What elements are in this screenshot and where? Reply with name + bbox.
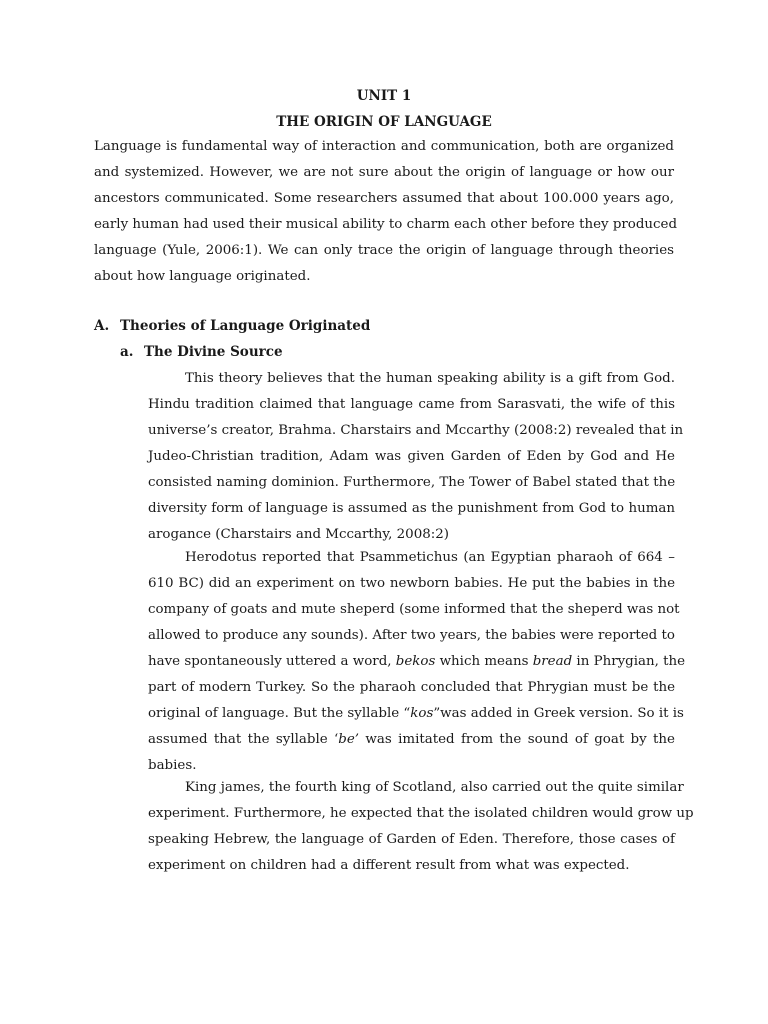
- intro-paragraph: [94, 134, 678, 290]
- paragraph-line: company of goats and mute sheperd (some informed that the sheperd was not: [148, 602, 680, 617]
- paragraph-line: universe’s creator, Brahma. Charstairs and Mccarthy (2008:2) revealed that in: [148, 423, 684, 438]
- intro-line: about how language originated.: [94, 269, 311, 284]
- intro-line: language (Yule, 2006:1). We can only trace the origin of language through theories: [94, 243, 674, 258]
- section-title: Theories of Language Originated: [120, 318, 371, 334]
- paragraph-line: 610 BC) did an experiment on two newborn babies. He put the babies in the: [148, 576, 675, 591]
- line-text: assumed that the syllable ‘: [148, 732, 339, 747]
- line-text: Herodotus reported that Psammetichus (an Egyptian pharaoh of 664 –: [185, 550, 675, 565]
- intro-line: ancestors communicated. Some researchers assumed that about 100.000 years ago,: [94, 191, 674, 206]
- italic-word: bread: [532, 654, 573, 669]
- intro-line: Language is fundamental way of interaction and communication, both are organized: [94, 139, 674, 154]
- line-text: ”was added in Greek version. So it is: [433, 706, 684, 721]
- paragraph-line: [148, 775, 684, 801]
- paragraph-line: [148, 649, 686, 675]
- section-heading-a: [94, 316, 370, 336]
- paragraph-line: allowed to produce any sounds). After two years, the babies were reported to: [148, 628, 675, 643]
- line-text: which means: [435, 654, 533, 669]
- unit-title: UNIT 1: [356, 88, 412, 104]
- paragraph-line: experiment on children had a different result from what was expected.: [148, 858, 630, 873]
- line-text: This theory believes that the human speaking ability is a gift from God.: [185, 371, 675, 386]
- paragraph-line: babies.: [148, 758, 197, 773]
- line-text: original of language. But the syllable “: [148, 706, 411, 721]
- italic-word: kos: [410, 706, 434, 721]
- subsection-title: The Divine Source: [144, 344, 283, 360]
- section-marker: A.: [94, 318, 110, 334]
- paragraph-line: experiment. Furthermore, he expected that the isolated children would grow up: [148, 806, 694, 821]
- paragraph-divine-source: [148, 366, 684, 548]
- paragraph-line: Judeo-Christian tradition, Adam was given Garden of Eden by God and He: [148, 449, 675, 464]
- paragraph-line: [148, 366, 675, 392]
- paragraph-line: diversity form of language is assumed as the punishment from God to human: [148, 501, 675, 516]
- subsection-marker: a.: [120, 344, 134, 360]
- subsection-heading-a: [120, 342, 283, 362]
- paragraph-line: speaking Hebrew, the language of Garden of Eden. Therefore, those cases of: [148, 832, 675, 847]
- line-text: King james, the fourth king of Scotland, also carried out the quite similar: [185, 780, 684, 795]
- intro-line: and systemized. However, we are not sure about the origin of language or how our: [94, 165, 674, 180]
- paragraph-line: arogance (Charstairs and Mccarthy, 2008:2): [148, 527, 450, 542]
- chapter-title: THE ORIGIN OF LANGUAGE: [276, 114, 492, 130]
- italic-word: be’: [338, 732, 360, 747]
- paragraph-line: [148, 727, 675, 753]
- paragraph-line: [148, 545, 675, 571]
- paragraph-line: [148, 701, 684, 727]
- line-text: in Phrygian, the: [572, 654, 686, 669]
- line-text: was imitated from the sound of goat by the: [359, 732, 675, 747]
- paragraph-line: consisted naming dominion. Furthermore, The Tower of Babel stated that the: [148, 475, 676, 490]
- intro-line: early human had used their musical ability to charm each other before they produced: [94, 217, 678, 232]
- paragraph-line: part of modern Turkey. So the pharaoh concluded that Phrygian must be the: [148, 680, 675, 695]
- line-text: have spontaneously uttered a word,: [148, 654, 396, 669]
- italic-word: bekos: [395, 654, 436, 669]
- paragraph-line: Hindu tradition claimed that language came from Sarasvati, the wife of this: [148, 397, 675, 412]
- paragraph-herodotus: [148, 545, 686, 779]
- paragraph-king-james: [148, 775, 694, 879]
